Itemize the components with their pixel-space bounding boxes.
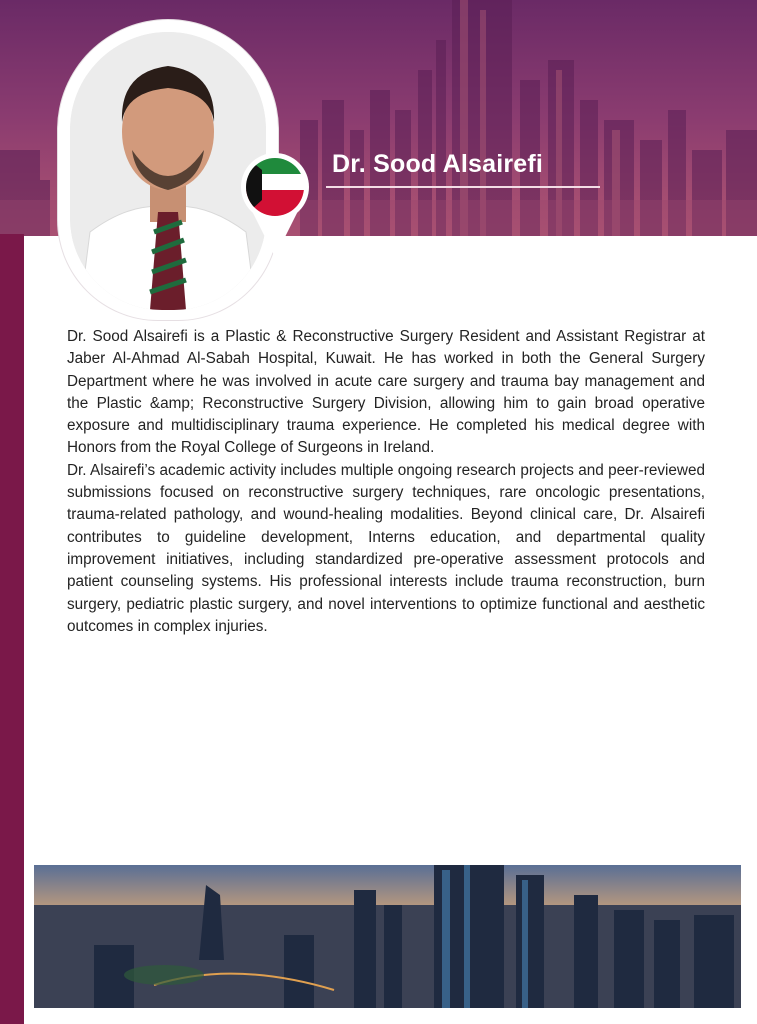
profile-photo xyxy=(70,32,266,310)
left-accent-bar xyxy=(0,234,24,1024)
doctor-name: Dr. Sood Alsairefi xyxy=(332,150,544,178)
city-panorama-image xyxy=(34,865,741,1008)
biography xyxy=(67,326,705,638)
bio-paragraph-2: Dr. Alsairefi’s academic activity includes multiple ongoing research projects and peer-reviewed submissions focused on reconstructive surgery techniques, rare oncologic presentations, trauma-related pathology, and wound-healing modalities. Beyond clinical care, Dr. Alsairefi contributes to guideline development, Interns education, and departmental quality improvement initiatives, including standardized pre-operative assessment protocols and patient counseling systems. His professional interests include trauma reconstruction, burn surgery, pediatric plastic surgery, and novel interventions to optimize functional and aesthetic outcomes in complex injuries. xyxy=(67,461,705,635)
kuwait-flag-pin xyxy=(240,152,310,262)
bio-paragraph-1: Dr. Sood Alsairefi is a Plastic & Reconstructive Surgery Resident and Assistant Registrar at Jaber Al-Ahmad Al-Sabah Hospital, Kuwait. He has worked in both the General Surgery Department where he was involved in acute care surgery and trauma bay management and the Plastic &amp; Reconstructive Surgery Division, allowing him to gain broad operative exposure and multidisciplinary trauma experience. He completed his medical degree with Honors from the Royal College of Surgeons in Ireland. xyxy=(67,328,705,457)
name-underline xyxy=(326,186,600,188)
